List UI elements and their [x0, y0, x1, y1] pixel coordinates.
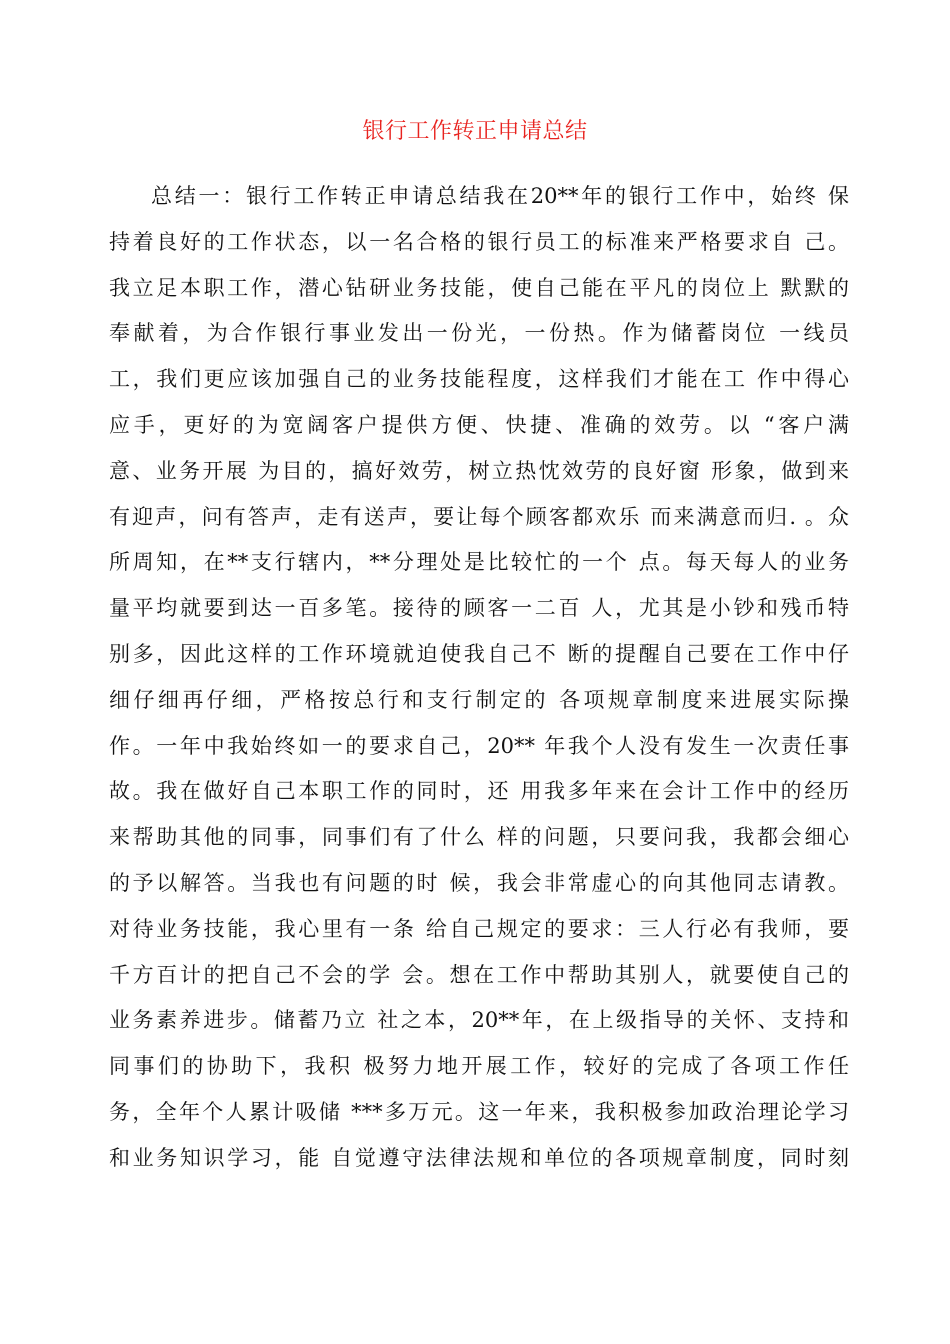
body-line: 量平均就要到达一百多笔。接待的顾客一二百 人，尤其是小钞和残币特 — [109, 596, 849, 621]
body-line: 业务素养进步。储蓄乃立 社之本，20**年，在上级指导的关怀、支持和 — [109, 1008, 849, 1033]
body-line: 持着良好的工作状态，以一名合格的银行员工的标准来严格要求自 己。 — [109, 229, 849, 254]
body-line: 所周知，在**支行辖内，**分理处是比较忙的一个 点。每天每人的业务 — [109, 550, 849, 575]
body-line: 千方百计的把自己不会的学 会。想在工作中帮助其别人，就要使自己的 — [109, 962, 849, 987]
body-line: 和业务知识学习，能 自觉遵守法律法规和单位的各项规章制度，同时刻 — [109, 1145, 849, 1170]
document-body — [109, 177, 849, 1185]
body-line: 来帮助其他的同事，同事们有了什么 样的问题，只要问我，我都会细心 — [109, 825, 849, 850]
body-line: 总结一：银行工作转正申请总结我在20**年的银行工作中，始终 保 — [151, 184, 849, 208]
body-line: 意、业务开展 为目的，搞好效劳，树立热忱效劳的良好窗 形象，做到来 — [109, 458, 849, 483]
body-line: 故。我在做好自己本职工作的同时，还 用我多年来在会计工作中的经历 — [109, 779, 849, 804]
body-line: 我立足本职工作，潜心钻研业务技能，使自己能在平凡的岗位上 默默的 — [109, 275, 849, 300]
body-line: 别多，因此这样的工作环境就迫使我自己不 断的提醒自己要在工作中仔 — [109, 641, 849, 666]
body-line: 工，我们更应该加强自己的业务技能程度，这样我们才能在工 作中得心 — [109, 367, 849, 392]
body-line: 务，全年个人累计吸储 ***多万元。这一年来，我积极参加政治理论学习 — [109, 1099, 849, 1124]
body-line: 作。一年中我始终如一的要求自己，20** 年我个人没有发生一次责任事 — [109, 733, 849, 758]
body-line: 奉献着，为合作银行事业发出一份光，一份热。作为储蓄岗位 一线员 — [109, 321, 849, 346]
body-line: 对待业务技能，我心里有一条 给自己规定的要求：三人行必有我师，要 — [109, 916, 849, 941]
body-line: 有迎声，问有答声，走有送声，要让每个顾客都欢乐 而来满意而归. 。众 — [109, 504, 849, 529]
body-line: 应手，更好的为宽阔客户提供方便、快捷、准确的效劳。以 “客户满 — [109, 412, 849, 437]
body-line: 细仔细再仔细，严格按总行和支行制定的 各项规章制度来进展实际操 — [109, 687, 849, 712]
body-line: 同事们的协助下，我积 极努力地开展工作，较好的完成了各项工作任 — [109, 1054, 849, 1079]
document-title: 银行工作转正申请总结 — [362, 119, 588, 144]
body-line: 的予以解答。当我也有问题的时 候，我会非常虚心的向其他同志请教。 — [109, 870, 849, 895]
